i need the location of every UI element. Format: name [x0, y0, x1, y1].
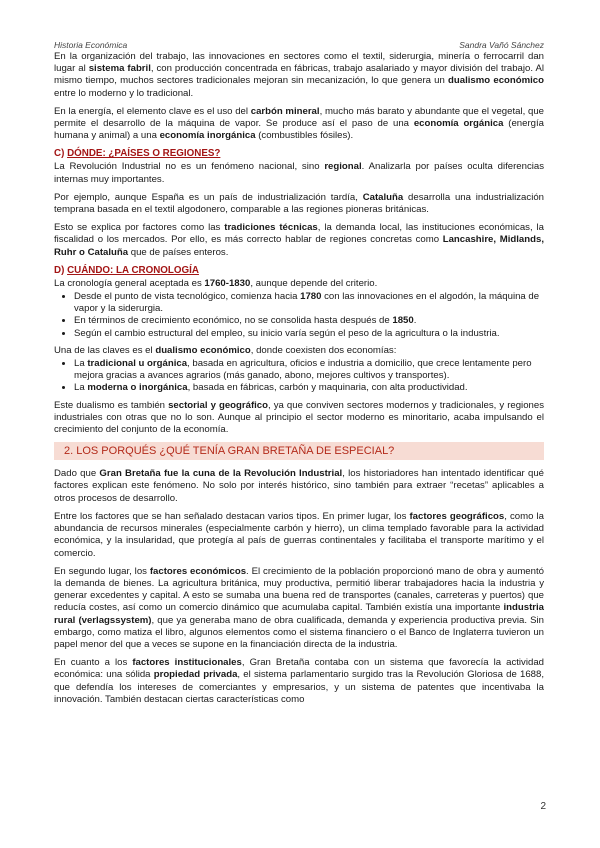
- paragraph: En la organización del trabajo, las innovaciones en sectores como el textil, siderurgia, minería o ferrocarril dan lugar al sistema fabril, con producción concentrada en fábricas, trabajo asalariado y mayor división del trabajo. Al mismo tiempo, muchos sectores tradicionales mejoran sin mecanización, lo que genera un dualismo económico entre lo moderno y lo tradicional.: [54, 51, 544, 99]
- paragraph: Dado que Gran Bretaña fue la cuna de la Revolución Industrial, los historiadores han intentado identificar qué factores explican este fenómeno. No solo por interés histórico, sino también para extraer “recetas” aplicables a otros procesos de desarrollo.: [54, 468, 544, 504]
- section-heading-c: C) DÓNDE: ¿PAÍSES O REGIONES?: [54, 148, 221, 160]
- paragraph: Entre los factores que se han señalado destacan varios tipos. En primer lugar, los factores geográficos, como la abundancia de recursos minerales (especialmente carbón y hierro), un clima templado favorable para la actividad económica, y la insularidad, que protegía al país de guerras continentales y facilitaba el transporte marítimo y el comercio.: [54, 510, 544, 559]
- page-number: 2: [540, 801, 546, 812]
- bullet-list: [54, 358, 544, 395]
- header-right: Sandra Vañó Sánchez: [459, 40, 544, 50]
- page-content: [54, 51, 544, 712]
- paragraph: En la energía, el elemento clave es el uso del carbón mineral, mucho más barato y abundante que el vegetal, que permite el desarrollo de la máquina de vapor. Se produce así el paso de una economía orgánica (energía humana y animal) a una economía inorgánica (combustibles fósiles).: [54, 105, 544, 142]
- paragraph: Por ejemplo, aunque España es un país de industrialización tardía, Cataluña desarrolla una industrialización temprana basada en el textil algodonero, comparable a las regiones pioneras británicas.: [54, 191, 544, 216]
- list-item: • Según el cambio estructural del empleo, su inicio varía según el peso de la agricultura o la industria.: [74, 328, 544, 340]
- list-item: • La tradicional u orgánica, basada en agricultura, oficios e industria a domicilio, que crece lentamente pero mejora gracias a avances agrarios (más ganado, abono, mejores cultivos y transportes).: [74, 358, 544, 382]
- paragraph: Una de las claves es el dualismo económico, donde coexisten dos economías:: [54, 344, 397, 356]
- section-heading-d: D) CUÁNDO: LA CRONOLOGÍA: [54, 264, 199, 276]
- paragraph: Esto se explica por factores como las tradiciones técnicas, la demanda local, las instituciones económicas, la fiscalidad o los mercados. Por ello, es más correcto hablar de regiones concretas como Lancashire, Midlands, Ruhr o Cataluña que de países enteros.: [54, 222, 545, 258]
- paragraph: En cuanto a los factores institucionales, Gran Bretaña contaba con un sistema que favorecía la actividad económica: una sólida propiedad privada, el sistema parlamentario surgido tras la Revolución Gloriosa de 1688, que defendía los intereses de comerciantes y empresarios, y un sistema de patentes que incentivaba la innovación. También destacan ciertas características como: [54, 657, 544, 705]
- paragraph: La cronología general aceptada es 1760-1830, aunque depende del criterio.: [54, 277, 378, 289]
- header-left: Historia Económica: [54, 40, 128, 50]
- paragraph: Este dualismo es también sectorial y geográfico, ya que conviven sectores modernos y tradicionales, y regiones industriales con otras que no lo son. Aunque al principio el sector moderno es minoritario, acaba impulsando el crecimiento del conjunto de la economía.: [54, 399, 544, 436]
- paragraph: La Revolución Industrial no es un fenómeno nacional, sino regional. Analizarla por países oculta diferencias internas muy importantes.: [54, 161, 544, 185]
- list-item: • En términos de crecimiento económico, no se consolida hasta después de 1850.: [74, 315, 544, 327]
- paragraph: En segundo lugar, los factores económicos. El crecimiento de la población proporcionó mano de obra y aumentó la demanda de bienes. La agricultura británica, muy productiva, permitió liberar trabajadores hacia la industria y generar excedentes y capital. A esto se sumaba una buena red de transportes (canales, carreteras y puertos) que reducía costes, así como un comercio dinámico que acumulaba capital. También existía una importante industria rural (verlagssystem), que ya generaba mano de obra cualificada, demanda y experiencia productiva previa. Sin embargo, como matiza el libro, algunos elementos como el sistema financiero o el Banco de Inglaterra tuvieron un papel menor del que a veces se supone en la financiación directa de la industria.: [54, 565, 544, 650]
- list-item: • La moderna o inorgánica, basada en fábricas, carbón y maquinaria, con alta productividad.: [74, 382, 544, 394]
- bullet-list: [54, 291, 544, 340]
- section-heading-2: 2. LOS PORQUÉS ¿QUÉ TENÍA GRAN BRETAÑA DE ESPECIAL?: [54, 442, 544, 460]
- list-item: • Desde el punto de vista tecnológico, comienza hacia 1780 con las innovaciones en el algodón, la máquina de vapor y la siderurgia.: [74, 291, 544, 315]
